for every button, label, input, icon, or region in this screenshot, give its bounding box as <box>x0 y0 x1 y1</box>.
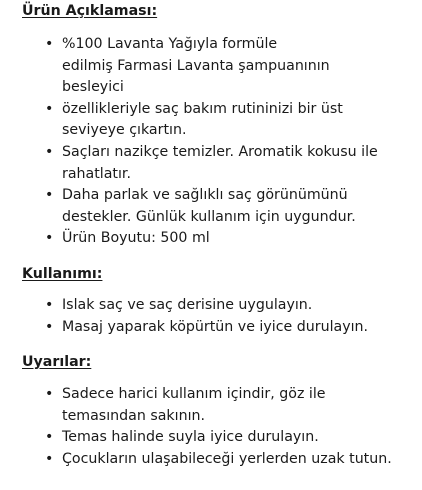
list-item <box>62 228 378 250</box>
list-item-line: • Daha parlak ve sağlıklı saç görünümünü <box>62 187 348 204</box>
usage-heading: Kullanımı: <box>22 266 103 282</box>
list-item-line: • Sadece harici kullanım içindir, göz ile <box>62 386 326 402</box>
product-description-heading: Ürün Açıklaması: <box>22 3 158 19</box>
list-item <box>62 99 378 142</box>
product-description-list <box>22 34 378 250</box>
list-item-line: • özellikleriyle saç bakım rutininizi bir üst <box>62 100 343 117</box>
list-item <box>62 449 392 471</box>
list-item-line: • Islak saç ve saç derisine uygulayın. <box>62 297 313 313</box>
list-item <box>62 295 368 317</box>
list-item-line: besleyici <box>62 79 124 96</box>
list-item <box>62 384 392 427</box>
warnings-list <box>22 384 392 470</box>
list-item-line: • Temas halinde suyla iyice durulayın. <box>62 429 319 446</box>
list-item-line: • Çocukların ulaşabileceği yerlerden uzak tutun. <box>62 450 392 467</box>
list-item-line: rahatlatır. <box>62 165 131 182</box>
list-item-line: edilmiş Farmasi Lavanta şampuanının <box>62 57 330 74</box>
list-item-line: • Masaj yaparak köpürtün ve iyice durulayın. <box>62 318 369 335</box>
usage-list <box>22 295 368 338</box>
warnings-heading: Uyarılar: <box>22 354 92 370</box>
list-item <box>62 427 392 449</box>
list-item-line: destekler. Günlük kullanım için uygundur. <box>62 208 356 225</box>
list-item <box>62 185 378 228</box>
list-item <box>62 142 378 185</box>
list-item-line: seviyeye çıkartın. <box>62 122 187 139</box>
list-item-line: temasından sakının. <box>62 407 206 424</box>
list-item-line: • Saçları nazikçe temizler. Aromatik kokusu ile <box>62 143 378 160</box>
list-item <box>62 317 368 339</box>
list-item-line: • %100 Lavanta Yağıyla formüle <box>62 36 278 52</box>
list-item <box>62 34 378 99</box>
list-item-line: • Ürün Boyutu: 500 ml <box>62 230 210 247</box>
